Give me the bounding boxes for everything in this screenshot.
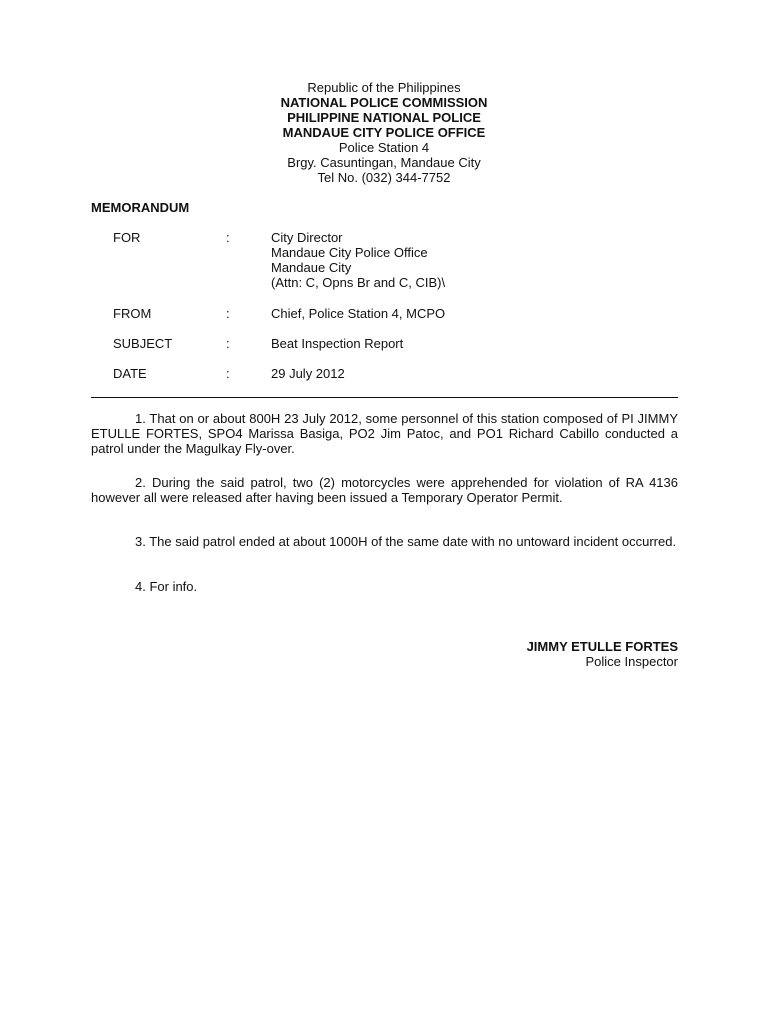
memo-title: MEMORANDUM <box>91 200 190 215</box>
subject-label: SUBJECT <box>113 336 173 351</box>
paragraph-4: 4. For info. <box>135 579 198 594</box>
paragraph-2: 2. During the said patrol, two (2) motorcycles were apprehended for violation of RA 4136 however all were released after having been issued a Temporary Operator Permit. <box>91 475 678 505</box>
date-value: 29 July 2012 <box>271 366 345 381</box>
for-label: FOR <box>113 230 141 245</box>
paragraph-1: 1. That on or about 800H 23 July 2012, some personnel of this station composed of PI JIMMY ETULLE FORTES, SPO4 Marissa Basiga, PO2 Jim Patoc, and PO1 Richard Cabillo conducted a patrol under the Magulkay Fly-over. <box>91 411 678 456</box>
signatory-title: Police Inspector <box>585 654 678 669</box>
station-line: Police Station 4 <box>338 140 430 155</box>
for-line: Mandaue City <box>271 260 352 275</box>
for-line: Mandaue City Police Office <box>271 245 428 260</box>
subject-value: Beat Inspection Report <box>271 336 404 351</box>
from-value: Chief, Police Station 4, MCPO <box>271 306 446 321</box>
republic-line: Republic of the Philippines <box>307 80 461 95</box>
signature-block <box>527 639 678 669</box>
for-line: (Attn: C, Opns Br and C, CIB)\ <box>271 275 446 290</box>
tel-line: Tel No. (032) 344-7752 <box>317 170 451 185</box>
from-colon: : <box>226 306 230 321</box>
office-line: MANDAUE CITY POLICE OFFICE <box>282 125 486 140</box>
for-colon: : <box>226 230 230 245</box>
letterhead <box>0 80 768 185</box>
divider-rule <box>91 397 678 398</box>
commission-line: NATIONAL POLICE COMMISSION <box>280 95 488 110</box>
address-line: Brgy. Casuntingan, Mandaue City <box>287 155 481 170</box>
paragraph-3: 3. The said patrol ended at about 1000H of the same date with no untoward incident occurred. <box>135 534 677 549</box>
for-line: City Director <box>271 230 343 245</box>
subject-colon: : <box>226 336 230 351</box>
date-colon: : <box>226 366 230 381</box>
from-label: FROM <box>113 306 152 321</box>
for-value <box>271 230 445 290</box>
pnp-line: PHILIPPINE NATIONAL POLICE <box>287 110 481 125</box>
signatory-name: JIMMY ETULLE FORTES <box>526 639 678 654</box>
date-label: DATE <box>113 366 147 381</box>
